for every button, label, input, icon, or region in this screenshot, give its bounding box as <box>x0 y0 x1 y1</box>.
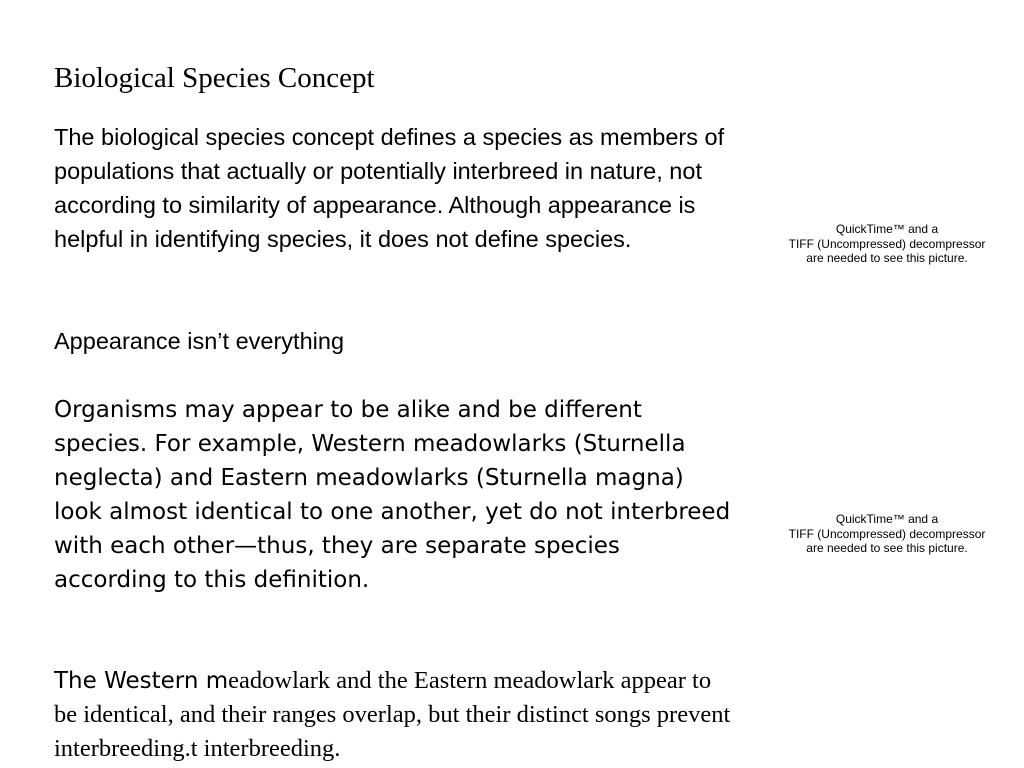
example-paragraph: Organisms may appear to be alike and be different species. For example, Western meadowlarks (Sturnella neglecta) and Eastern meadowlarks (Sturnella magna) look almost identical to one another, yet do not interbreed with each other—thus, they are separate species according to this definition. <box>54 397 731 593</box>
placeholder-line-1: QuickTime™ and a <box>835 512 939 526</box>
image-placeholder-1 <box>755 222 1019 266</box>
closing-rest-text: eadowlark and the Eastern meadowlark appear to be identical, and their ranges overlap, but their distinct songs prevent interbreeding.t interbreeding. <box>54 667 731 762</box>
closing-lead-text: The Western m <box>54 668 229 694</box>
placeholder-line-3: are needed to see this picture. <box>806 541 968 555</box>
placeholder-line-1: QuickTime™ and a <box>835 222 939 236</box>
image-placeholder-2 <box>755 512 1019 556</box>
slide-title: Biological Species Concept <box>54 62 375 94</box>
intro-paragraph: The biological species concept defines a species as members of populations that actually or potentially interbreed in nature, not according to similarity of appearance. Although appearance is helpful in identifying species, it does not define species. <box>54 124 725 252</box>
closing-paragraph <box>54 664 734 766</box>
placeholder-line-2: TIFF (Uncompressed) decompressor <box>788 236 986 251</box>
subheading: Appearance isn’t everything <box>54 328 345 354</box>
placeholder-line-2: TIFF (Uncompressed) decompressor <box>788 526 986 541</box>
placeholder-line-3: are needed to see this picture. <box>806 251 968 265</box>
